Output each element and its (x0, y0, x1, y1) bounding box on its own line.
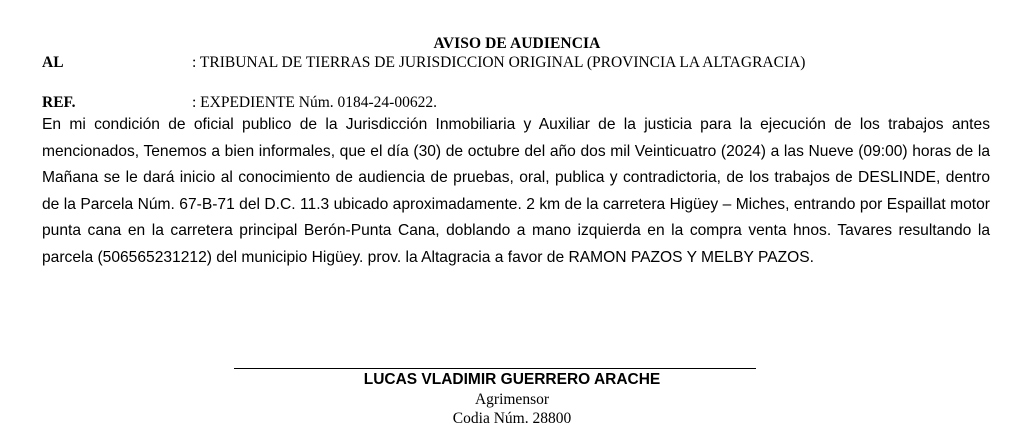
signer-codia-number: Codia Núm. 28800 (452, 410, 572, 427)
reference-row (42, 94, 437, 112)
reference-value: : EXPEDIENTE Núm. 0184-24-00622. (192, 94, 437, 111)
signature-line (234, 368, 756, 369)
addressee-label: AL (42, 54, 64, 71)
notice-body: En mi condición de oficial publico de la Jurisdicción Inmobiliaria y Auxiliar de la justicia para la ejecución de los trabajos antes mencionados, Tenemos a bien informales, que el día (30) de octubre del año dos mil Veinticuatro (2024) a las Nueve (09:00) horas de la Mañana se le dará inicio al conocimiento de audiencia de pruebas, oral, publica y contradictoria, de los trabajos de DESLINDE, dentro de la Parcela Núm. 67-B-71 del D.C. 11.3 ubicado aproximadamente. 2 km de la carretera Higüey – Miches, entrando por Espaillat motor punta cana en la carretera principal Berón-Punta Cana, doblando a mano izquierda en la compra venta hnos. Tavares resultando la parcela (506565231212) del municipio Higüey. prov. la Altagracia a favor de RAMON PAZOS Y MELBY PAZOS. (42, 116, 990, 266)
signer-role: Agrimensor (474, 391, 550, 408)
addressee-row (42, 54, 805, 72)
signer-name: LUCAS VLADIMIR GUERRERO ARACHE (363, 371, 661, 388)
document-title: AVISO DE AUDIENCIA (433, 35, 601, 52)
reference-label: REF. (42, 94, 76, 111)
addressee-value: : TRIBUNAL DE TIERRAS DE JURISDICCION ORIGINAL (PROVINCIA LA ALTAGRACIA) (192, 54, 806, 71)
